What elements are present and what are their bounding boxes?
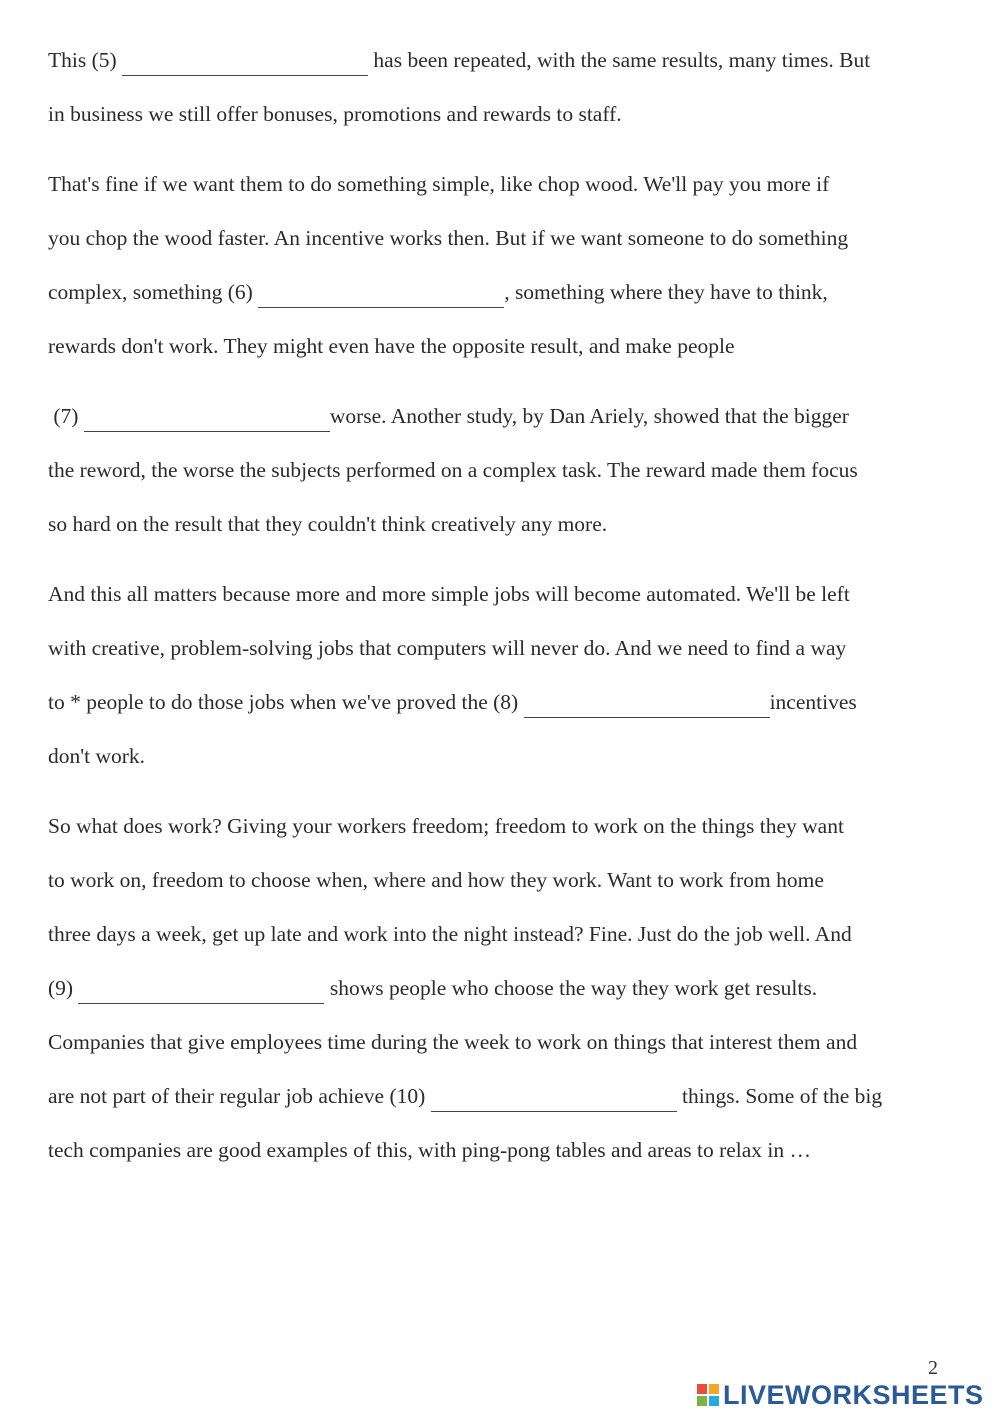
blank-6-input[interactable]	[258, 287, 504, 308]
text-line: tech companies are good examples of this, with ping-pong tables and areas to relax in …	[48, 1138, 812, 1162]
blank-5-input[interactable]	[122, 55, 368, 76]
text-line: so hard on the result that they couldn't think creatively any more.	[48, 512, 608, 536]
text-line: in business we still offer bonuses, promotions and rewards to staff.	[48, 102, 622, 126]
text-line: are not part of their regular job achieve (10) things. Some of the big	[48, 1086, 882, 1112]
blank-8-input[interactable]	[524, 697, 770, 718]
logo-square	[709, 1384, 719, 1394]
text-line: (9) shows people who choose the way they work get results.	[48, 978, 817, 1004]
text-line: So what does work? Giving your workers freedom; freedom to work on the things they want	[48, 814, 844, 838]
blank-7-input[interactable]	[84, 411, 330, 432]
blank-10-input[interactable]	[431, 1091, 677, 1112]
brand-squares-icon	[697, 1384, 719, 1406]
blank-9-input[interactable]	[78, 983, 324, 1004]
page-number: 2	[928, 1357, 938, 1379]
text-line: Companies that give employees time during the week to work on things that interest them and	[48, 1030, 858, 1054]
text-line: with creative, problem-solving jobs that computers will never do. And we need to find a way	[48, 636, 847, 660]
text-line: This (5) has been repeated, with the same results, many times. But	[48, 50, 870, 76]
logo-square	[697, 1396, 707, 1406]
text-line: the reword, the worse the subjects performed on a complex task. The reward made them focus	[48, 458, 858, 482]
text-line: to work on, freedom to choose when, where and how they work. Want to work from home	[48, 868, 824, 892]
text-line: (7) worse. Another study, by Dan Ariely, showed that the bigger	[48, 406, 849, 432]
text-line: to * people to do those jobs when we've proved the (8) incentives	[48, 692, 857, 718]
text-line: don't work.	[48, 744, 146, 768]
text-line: three days a week, get up late and work into the night instead? Fine. Just do the job well. And	[48, 922, 852, 946]
text-line: you chop the wood faster. An incentive works then. But if we want someone to do something	[48, 226, 849, 250]
text-line: And this all matters because more and more simple jobs will become automated. We'll be left	[48, 582, 850, 606]
logo-square	[709, 1396, 719, 1406]
brand-name: LIVEWORKSHEETS	[723, 1379, 984, 1410]
text-line: That's fine if we want them to do something simple, like chop wood. We'll pay you more if	[48, 172, 830, 196]
text-line: rewards don't work. They might even have the opposite result, and make people	[48, 334, 735, 358]
text-line: complex, something (6) , something where they have to think,	[48, 282, 828, 308]
logo-square	[697, 1384, 707, 1394]
liveworksheets-logo[interactable]	[697, 1380, 984, 1410]
